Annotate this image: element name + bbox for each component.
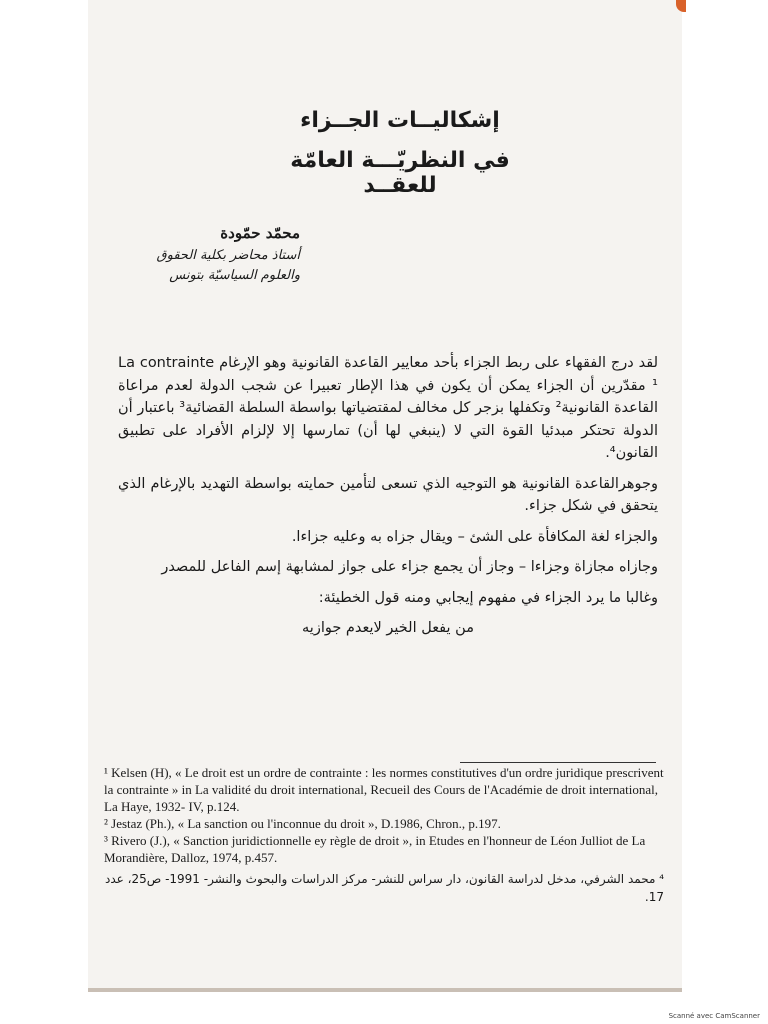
page-bottom-edge	[88, 988, 682, 992]
paragraph-1: لقد درج الفقهاء على ربط الجزاء بأحد معايير القاعدة القانونية وهو الإرغام La contrainte ¹ مقدّرين أن الجزاء يمكن أن يكون في هذا الإطار تعبيرا عن شجب الدولة لعدم مراعاة القاعدة القانونية² وتكفلها بزجر كل مخالف لمقتضياتها بواسطة السلطة القضائية³ باعتبار أن الدولة تحتكر مبدئيا القوة التي لا (ينبغي لها أن) تمارسها إلا لإلزام الأفراد على تطبيق القانون⁴.	[118, 355, 659, 461]
paragraph-3: والجزاء لغة المكافأة على الشئ – ويقال جزاه به وعليه جزاءا.	[291, 528, 658, 545]
footnotes	[104, 764, 664, 906]
poem-verse: من يفعل الخير لايعدم جوازيه	[302, 620, 474, 636]
paragraph-4: وجازاه مجازاة وجزاءا – وجاز أن يجمع جزاء على جواز لمشابهة إسم الفاعل للمصدر	[161, 559, 658, 575]
footnote-2: ² Jestaz (Ph.), « La sanction ou l'inconnue du droit », D.1986, Chron., p.197.	[104, 816, 501, 831]
author-name: محمّد حمّودة	[220, 224, 300, 242]
author-affiliation-2: والعلوم السياسيّة بتونس	[169, 268, 300, 283]
scanner-watermark: Scanné avec CamScanner	[668, 1012, 760, 1020]
author-affiliation-1: أستاذ محاضر بكلية الحقوق	[156, 248, 300, 263]
footnote-4: ⁴ محمد الشرفي، مدخل لدراسة القانون، دار سراس للنشر- مركز الدراسات والبحوث والنشر- 1991- ص25، عدد 17.	[104, 872, 664, 904]
footnote-1: ¹ Kelsen (H), « Le droit est un ordre de contrainte : les normes constitutives d'un ordre juridique prescrivent la contrainte » in La validité du droit international, Recueil des Cours de l'Académie de droit international, La Haye, 1932- IV, p.124.	[104, 765, 664, 814]
title-line-2: في النظريّـــة العامّة للعقــد	[290, 148, 510, 198]
article-body	[118, 352, 658, 648]
paragraph-2: وجوهرالقاعدة القانونية هو التوجيه الذي تسعى لتأمين حمايته بواسطة التهديد بالإرغام الذي يتحقق في شكل جزاء.	[118, 475, 658, 514]
footnote-separator	[460, 762, 656, 763]
footnote-3: ³ Rivero (J.), « Sanction juridictionnelle ey règle de droit », in Etudes en l'honneur de Léon Julliot de La Morandière, Dalloz, 1974, p.457.	[104, 833, 646, 865]
title-line-1: إشكاليــات الجــزاء	[300, 108, 500, 133]
paragraph-5: وغالبا ما يرد الجزاء في مفهوم إيجابي ومنه قول الخطيئة:	[318, 589, 658, 606]
